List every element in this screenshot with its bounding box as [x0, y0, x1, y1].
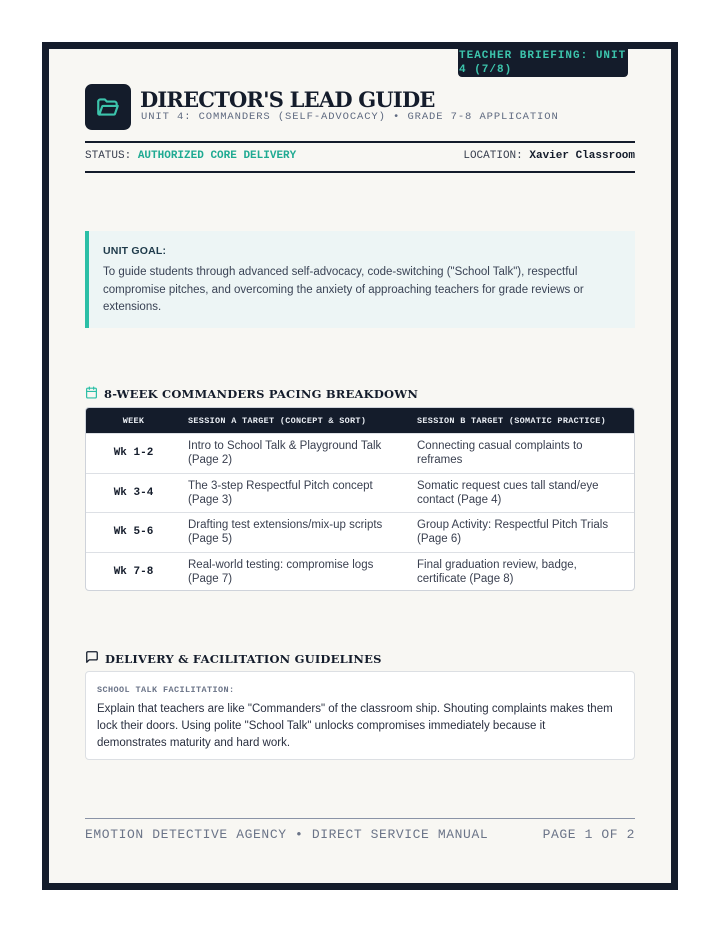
- status-group: [85, 150, 296, 162]
- calendar-icon: [85, 386, 98, 402]
- status-bar: [85, 150, 635, 162]
- delivery-heading: [85, 650, 382, 667]
- status-divider: [85, 171, 635, 173]
- facilitation-label: SCHOOL TALK FACILITATION:: [97, 685, 235, 695]
- week-cell: Wk 1-2: [113, 447, 154, 460]
- page-footer: [85, 827, 635, 842]
- facilitation-text: Explain that teachers are like "Commanders" of the classroom ship. Shouting complaints makes them lock their doors. Using polite "School Talk" unlocks compromises immediately because it demonstrates maturity and hard work.: [97, 703, 613, 749]
- briefing-tab: TEACHER BRIEFING: UNIT 4 (7/8): [459, 50, 627, 76]
- session-b-cell: Connecting casual complaints to reframes: [417, 440, 583, 467]
- table-row: [86, 552, 634, 592]
- location-group: [463, 150, 635, 162]
- footer-manual-title: EMOTION DETECTIVE AGENCY • DIRECT SERVICE MANUAL: [85, 827, 489, 842]
- table-header: [86, 408, 634, 433]
- status-value: AUTHORIZED CORE DELIVERY: [137, 150, 297, 162]
- status-label: STATUS:: [85, 150, 132, 162]
- facilitation-card: [85, 671, 635, 760]
- session-a-cell: Real-world testing: compromise logs (Page 7): [188, 558, 374, 585]
- session-a-cell: Intro to School Talk & Playground Talk (Page 2): [188, 440, 382, 467]
- location-label: LOCATION:: [463, 150, 523, 162]
- session-a-cell: Drafting test extensions/mix-up scripts (Page 5): [188, 519, 383, 546]
- message-square-icon: [85, 650, 99, 667]
- session-a-cell: The 3-step Respectful Pitch concept (Page 3): [188, 479, 373, 506]
- page-number: PAGE 1 OF 2: [542, 827, 635, 842]
- footer-divider: [85, 818, 635, 819]
- header-divider: [85, 141, 635, 143]
- unit-goal-callout: [85, 231, 635, 328]
- session-b-cell: Final graduation review, badge, certificate (Page 8): [417, 558, 577, 585]
- folder-open-icon: [85, 84, 131, 130]
- pacing-heading-text: 8-WEEK COMMANDERS PACING BREAKDOWN: [104, 387, 419, 401]
- unit-goal-label: UNIT GOAL:: [103, 245, 167, 257]
- location-value: Xavier Classroom: [529, 150, 635, 162]
- column-header-session-a: SESSION A TARGET (CONCEPT & SORT): [188, 415, 367, 426]
- table-row: [86, 512, 634, 552]
- column-header-session-b: SESSION B TARGET (SOMATIC PRACTICE): [417, 415, 607, 426]
- week-cell: Wk 3-4: [113, 486, 154, 499]
- column-header-week: WEEK: [122, 415, 145, 426]
- session-b-cell: Somatic request cues tall stand/eye contact (Page 4): [417, 479, 599, 506]
- table-row: [86, 473, 634, 513]
- session-b-cell: Group Activity: Respectful Pitch Trials (Page 6): [417, 519, 609, 546]
- pacing-heading: [85, 386, 418, 402]
- week-cell: Wk 7-8: [113, 565, 154, 578]
- delivery-heading-text: DELIVERY & FACILITATION GUIDELINES: [105, 651, 382, 666]
- table-row: [86, 433, 634, 473]
- unit-goal-text: To guide students through advanced self-advocacy, code-switching ("School Talk"), respectful compromise pitches, and overcoming the anxiety of approaching teachers for grade reviews or extensions.: [103, 266, 584, 313]
- page-title: DIRECTOR'S LEAD GUIDE: [140, 87, 435, 112]
- pacing-table: [85, 407, 635, 591]
- page-subtitle: UNIT 4: COMMANDERS (SELF-ADVOCACY) • GRADE 7-8 APPLICATION: [141, 111, 559, 123]
- week-cell: Wk 5-6: [113, 526, 154, 539]
